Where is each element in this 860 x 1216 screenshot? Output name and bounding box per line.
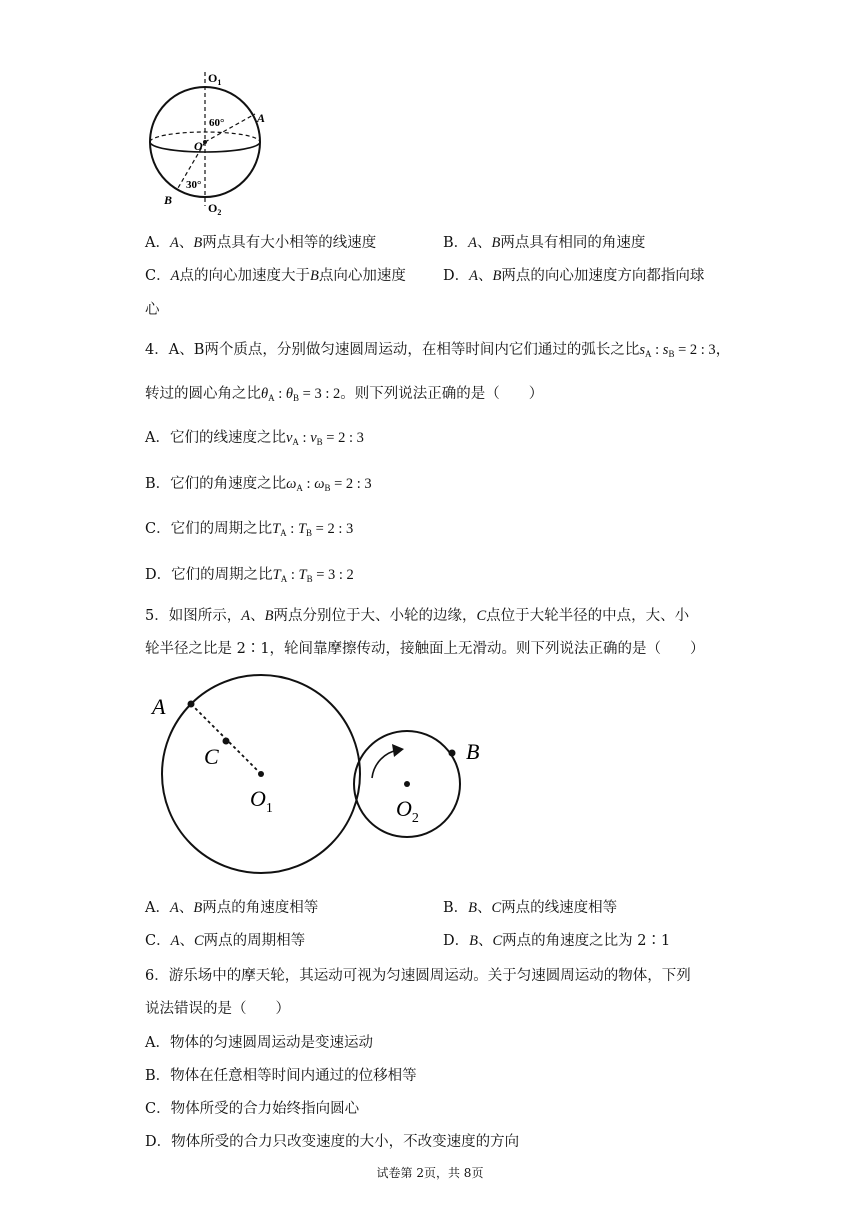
point-a	[188, 701, 195, 708]
q6-option-c: C．物体所受的合力始终指向圆心	[145, 1101, 360, 1117]
point-c	[223, 738, 230, 745]
q4-option-b: B．它们的角速度之比$\omega_A$ : $\omega_B = 2$ : 3	[145, 476, 372, 493]
label-o1: $O_1$	[250, 786, 273, 816]
q5-stem-line1: 5．如图所示，A、B两点分别位于大、小轮的边缘，C点位于大轮半径的中点，大、小	[145, 608, 690, 624]
q6-option-d: D．物体所受的合力只改变速度的大小，不改变速度的方向	[145, 1134, 520, 1150]
q5-stem-line2: 轮半径之比是 2∶1，轮间靠摩擦传动，接触面上无滑动。则下列说法正确的是（ ）	[145, 641, 705, 657]
label-o2: $O_2$	[208, 201, 222, 217]
wheels-figure	[140, 666, 500, 886]
point-b	[449, 750, 456, 757]
q6-option-b: B．物体在任意相等时间内通过的位移相等	[145, 1068, 417, 1084]
q3-option-d: D．A、B两点的向心加速度方向都指向球	[443, 268, 705, 284]
q5-option-d: D．B、C两点的角速度之比为 2∶1	[443, 933, 671, 949]
label-o: O	[194, 139, 203, 153]
label-a: A	[257, 111, 266, 125]
q5-option-a: A．A、B两点的角速度相等	[145, 900, 319, 916]
q3-option-c: C．A点的向心加速度大于B点向心加速度	[145, 268, 406, 284]
q4-option-c: C．它们的周期之比$T_A$ : $T_B = 2$ : 3	[145, 521, 354, 538]
q5-option-b: B．B、C两点的线速度相等	[443, 900, 618, 916]
label-angle-a: 60°	[209, 117, 225, 129]
label-o2: $O_2$	[396, 796, 419, 826]
q4-stem-line2: 转过的圆心角之比$\theta_A$ : $\theta_B = 3$ : 2。则下列说法正确的是（ ）	[145, 386, 544, 403]
point-o1	[258, 771, 264, 777]
q6-option-a: A．物体的匀速圆周运动是变速运动	[145, 1035, 373, 1051]
label-angle-b: 30°	[186, 179, 202, 191]
point-o2	[404, 781, 410, 787]
q6-stem-line2: 说法错误的是（ ）	[145, 1001, 290, 1017]
label-b: B	[164, 193, 173, 207]
label-o1: $O_1$	[208, 71, 222, 87]
label-b: B	[466, 739, 480, 764]
q4-stem-line1: 4．A、B两个质点，分别做匀速圆周运动，在相等时间内它们通过的弧长之比$s_A$ : $s_B = 2$ : 3，	[145, 342, 731, 359]
page-footer: 试卷第 2页，共 8页	[376, 1166, 484, 1180]
q5-option-c: C．A、C两点的周期相等	[145, 933, 306, 949]
q3-option-a: A．A、B两点具有大小相等的线速度	[145, 235, 377, 251]
q3-option-d-wrap: 心	[145, 302, 160, 318]
q6-stem-line1: 6．游乐场中的摩天轮，其运动可视为匀速圆周运动。关于匀速圆周运动的物体，下列	[145, 968, 691, 984]
q4-option-d: D．它们的周期之比$T_A$ : $T_B = 3$ : 2	[145, 567, 354, 584]
label-c: C	[204, 744, 219, 769]
sphere-figure	[140, 66, 280, 218]
q3-option-b: B．A、B两点具有相同的角速度	[443, 235, 646, 251]
q4-option-a: A．它们的线速度之比$v_A$ : $v_B = 2$ : 3	[145, 430, 364, 447]
label-a: A	[152, 694, 166, 719]
